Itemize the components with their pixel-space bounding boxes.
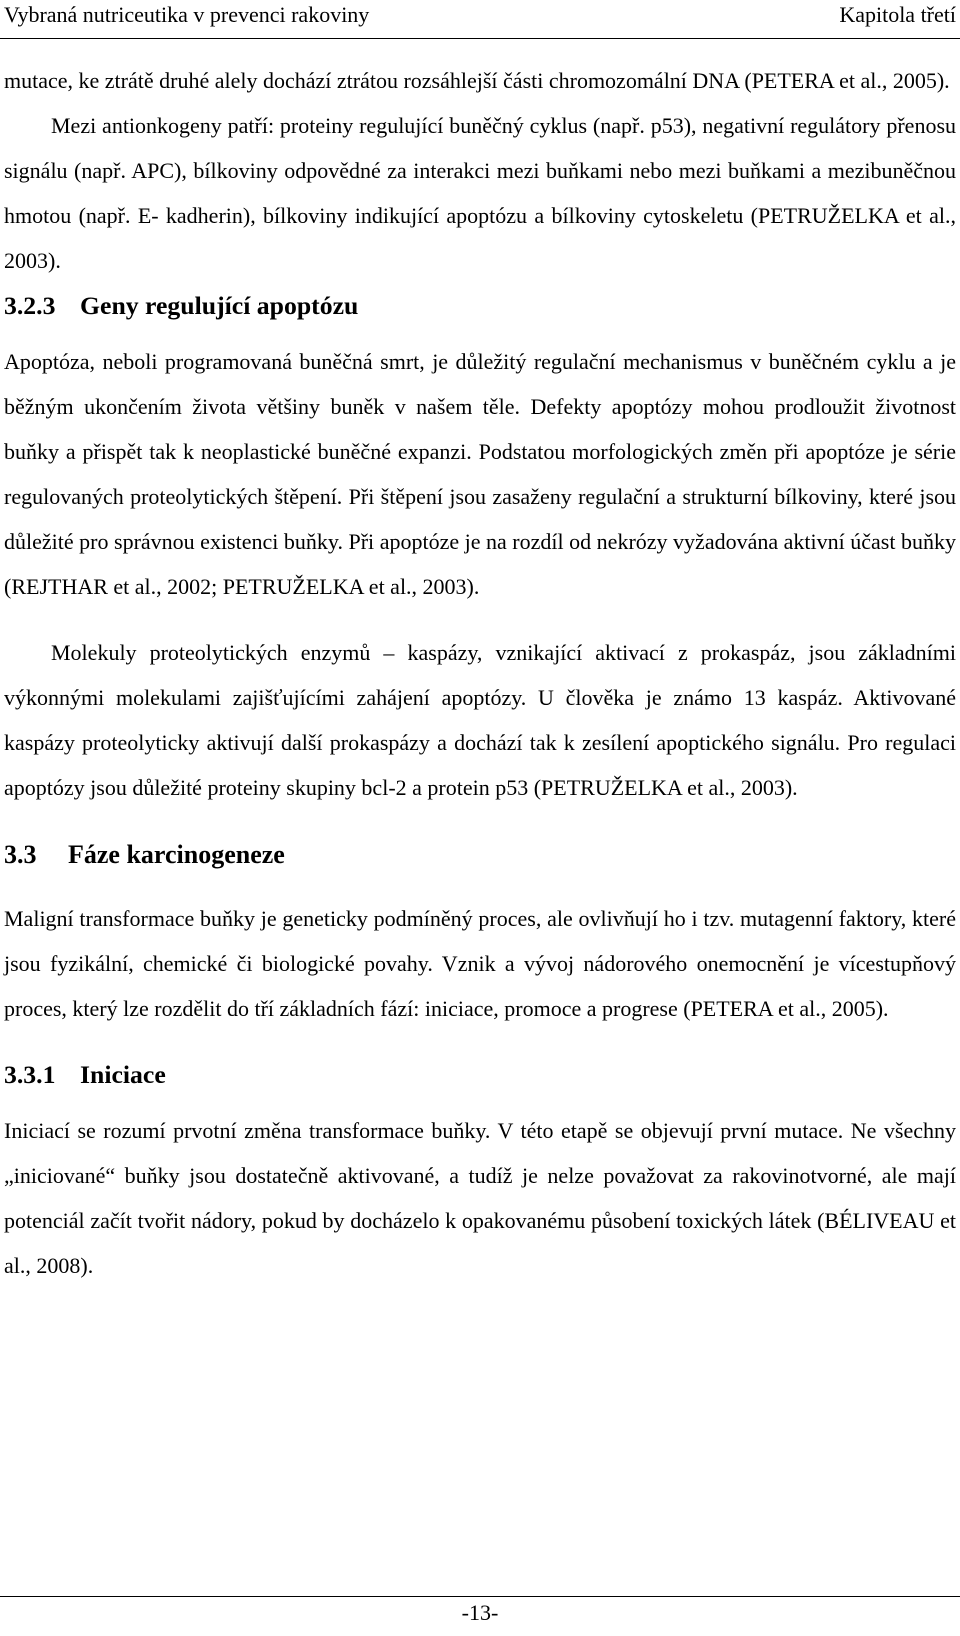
header-book-title: Vybraná nutriceutika v prevenci rakoviny	[4, 2, 370, 27]
paragraph-apoptoza: Apoptóza, neboli programovaná buněčná smrt, je důležitý regulační mechanismus v buněčném cyklu a je běžným ukončením života většiny buněk v našem těle. Defekty apoptózy mohou prodloužit životnost buňky a přispět tak k neoplastické buněčné expanzi. Podstatou morfologických změn při apoptóze je série regulovaných proteolytických štěpení. Při štěpení jsou zasaženy regulační a strukturní bílkoviny, které jsou důležité pro správnou existenci buňky. Při apoptóze je na rozdíl od nekrózy vyžadována aktivní účast buňky (REJTHAR et al., 2002; PETRUŽELKA et al., 2003).	[4, 349, 956, 599]
paragraph-antionkogeny: Mezi antionkogeny patří: proteiny regulující buněčný cyklus (např. p53), negativní regulátory přenosu signálu (např. APC), bílkoviny odpovědné za interakci mezi buňkami nebo mezi buňkami a mezibuněčnou hmotou (např. E- kadherin), bílkoviny indikující apoptózu a bílkoviny cytoskeletu (PETRUŽELKA et al., 2003).	[4, 113, 956, 273]
section-title: Iniciace	[80, 1060, 166, 1089]
section-title: Fáze karcinogeneze	[68, 840, 285, 869]
header-divider	[0, 38, 960, 39]
footer-divider	[0, 1596, 960, 1597]
page-header	[0, 0, 960, 44]
document-body	[4, 58, 956, 1288]
section-heading-3-2-3	[4, 283, 956, 328]
paragraph-continuation: mutace, ke ztrátě druhé alely dochází ztrátou rozsáhlejší části chromozomální DNA (PETERA et al., 2005).	[4, 68, 950, 93]
header-chapter: Kapitola třetí	[839, 2, 956, 27]
section-number: 3.3	[4, 840, 37, 869]
section-number: 3.3.1	[4, 1060, 56, 1089]
section-number: 3.2.3	[4, 291, 56, 320]
section-heading-3-3	[4, 829, 956, 881]
page-number: -13-	[461, 1600, 499, 1625]
paragraph-maligni-transformace: Maligní transformace buňky je geneticky podmíněný proces, ale ovlivňují ho i tzv. mutagenní faktory, které jsou fyzikální, chemické či biologické povahy. Vznik a vývoj nádorového onemocnění je vícestupňový proces, který lze rozdělit do tří základních fází: iniciace, promoce a progrese (PETERA et al., 2005).	[4, 906, 956, 1021]
paragraph-kaspazy: Molekuly proteolytických enzymů – kaspázy, vznikající aktivací z prokaspáz, jsou základními výkonnými molekulami zajišťujícími zahájení apoptózy. U člověka je známo 13 kaspáz. Aktivované kaspázy proteolyticky aktivují další prokaspázy a dochází tak k zesílení apoptického signálu. Pro regulaci apoptózy jsou důležité proteiny skupiny bcl-2 a protein p53 (PETRUŽELKA et al., 2003).	[4, 640, 956, 800]
paragraph-iniciace: Iniciací se rozumí prvotní změna transformace buňky. V této etapě se objevují první mutace. Ne všechny „iniciované“ buňky jsou dostatečně aktivované, a tudíž je nelze považovat za rakovinotvorné, ale mají potenciál začít tvořit nádory, pokud by docházelo k opakovanému působení toxických látek (BÉLIVEAU et al., 2008).	[4, 1118, 956, 1278]
section-title: Geny regulující apoptózu	[80, 291, 359, 320]
section-heading-3-3-1	[4, 1052, 956, 1097]
